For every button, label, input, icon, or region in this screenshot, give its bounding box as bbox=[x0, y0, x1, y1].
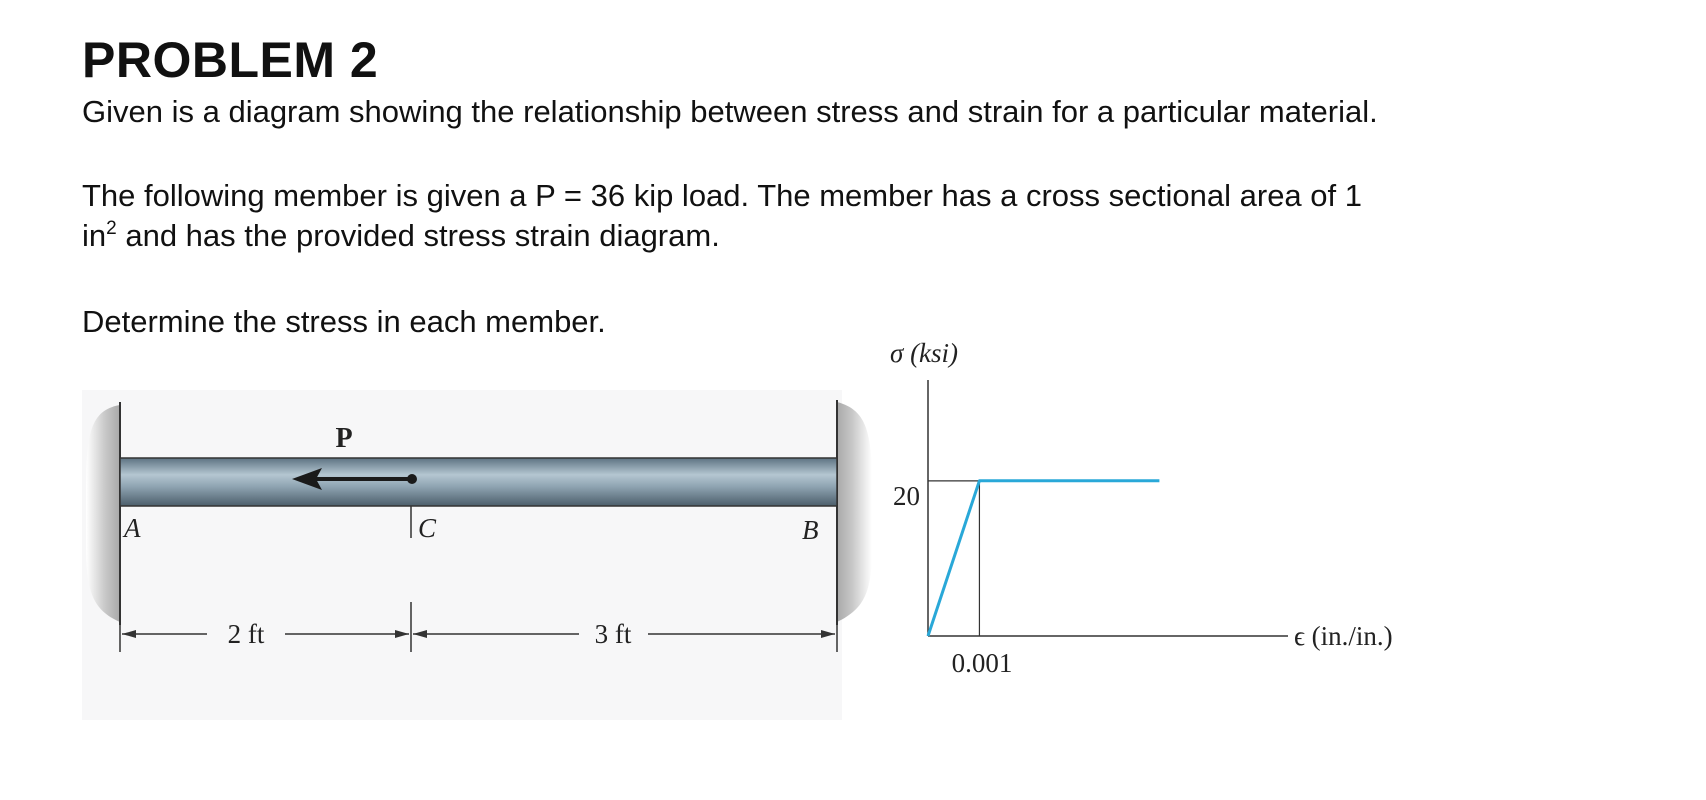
y-axis-label: σ (ksi) bbox=[890, 340, 959, 368]
beam-figure bbox=[82, 390, 872, 720]
y-tick-label: 20 bbox=[893, 481, 920, 511]
wall-left bbox=[86, 405, 120, 622]
dim-label-ac: 2 ft bbox=[227, 619, 265, 649]
load-label: P bbox=[335, 423, 353, 454]
x-tick-label: 0.001 bbox=[951, 648, 1013, 678]
point-b-label: B bbox=[802, 515, 819, 545]
stress-strain-chart bbox=[890, 340, 1393, 678]
x-axis-label: ϵ (in./in.) bbox=[1294, 621, 1393, 651]
intro-text: Given is a diagram showing the relationship between stress and strain for a particular material. bbox=[82, 94, 1378, 129]
area-unit-exponent: 2 bbox=[106, 218, 117, 239]
setup-text-line1: The following member is given a P = 36 kip load. The member has a cross sectional area of 1 bbox=[82, 178, 1362, 213]
point-a-label: A bbox=[124, 513, 141, 543]
setup-text-rest: and has the provided stress strain diagram. bbox=[116, 218, 720, 253]
figure-backdrop bbox=[82, 390, 842, 720]
wall-right bbox=[837, 402, 872, 622]
area-unit: in bbox=[82, 218, 107, 253]
problem-title: PROBLEM 2 bbox=[82, 32, 379, 88]
point-c-label: C bbox=[418, 513, 437, 543]
member-bar bbox=[120, 458, 837, 506]
stress-strain-curve bbox=[928, 481, 1159, 636]
setup-text-line2 bbox=[82, 216, 720, 256]
dim-label-cb: 3 ft bbox=[594, 619, 632, 649]
figure bbox=[82, 340, 1462, 760]
question-text: Determine the stress in each member. bbox=[82, 304, 606, 339]
